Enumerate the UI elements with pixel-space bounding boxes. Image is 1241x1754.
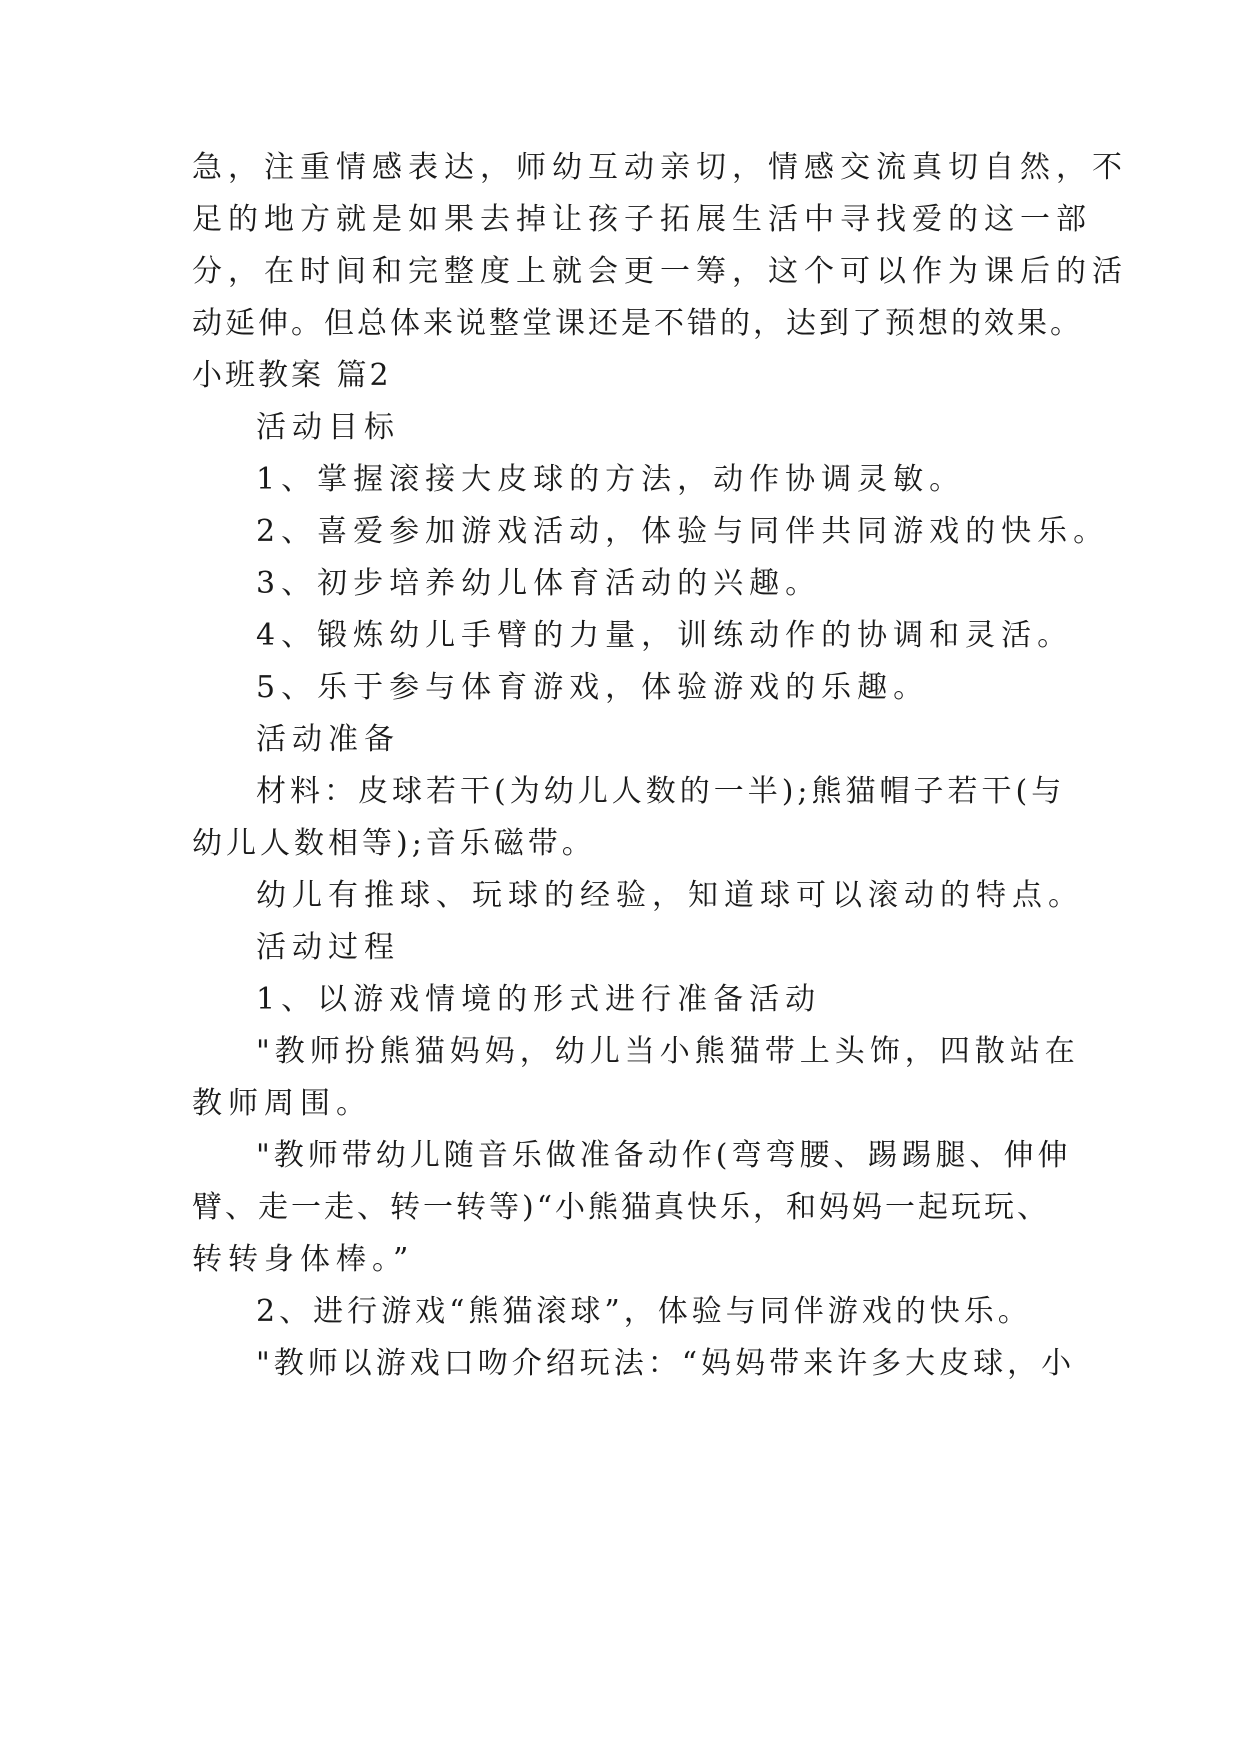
- process-step-1: 1、以游戏情境的形式进行准备活动: [256, 982, 822, 1017]
- continuation-line-4: 动延伸。但总体来说整堂课还是不错的，达到了预想的效果。: [192, 306, 1083, 341]
- prep-materials-line-2: 幼儿人数相等);音乐磁带。: [192, 826, 596, 861]
- goal-item-3: 3、初步培养幼儿体育活动的兴趣。: [256, 566, 822, 601]
- prep-heading: 活动准备: [256, 722, 400, 757]
- goal-item-4: 4、锻炼幼儿手臂的力量，训练动作的协调和灵活。: [256, 618, 1074, 653]
- process-paragraph-2-line-2: 臂、走一走、转一转等)“小熊猫真快乐，和妈妈一起玩玩、: [192, 1190, 1051, 1225]
- continuation-line-1: 急，注重情感表达，师幼互动亲切，情感交流真切自然，不: [192, 150, 1128, 185]
- prep-materials-line-1: 材料：皮球若干(为幼儿人数的一半);熊猫帽子若干(与: [256, 774, 1066, 809]
- section-title: 小班教案 篇2: [192, 358, 392, 393]
- process-heading: 活动过程: [256, 930, 400, 965]
- goals-heading: 活动目标: [256, 410, 400, 445]
- continuation-line-2: 足的地方就是如果去掉让孩子拓展生活中寻找爱的这一部: [192, 202, 1092, 237]
- goal-item-1: 1、掌握滚接大皮球的方法，动作协调灵敏。: [256, 462, 966, 497]
- goal-item-5: 5、乐于参与体育游戏，体验游戏的乐趣。: [256, 670, 930, 705]
- process-paragraph-1-line-2: 教师周围。: [192, 1086, 372, 1121]
- continuation-line-3: 分，在时间和完整度上就会更一筹，这个可以作为课后的活: [192, 254, 1128, 289]
- process-step-2: 2、进行游戏“熊猫滚球”，体验与同伴游戏的快乐。: [256, 1294, 1032, 1329]
- goal-item-2: 2、喜爱参加游戏活动，体验与同伴共同游戏的快乐。: [256, 514, 1110, 549]
- process-paragraph-3-line-1: "教师以游戏口吻介绍玩法：“妈妈带来许多大皮球，小: [256, 1346, 1076, 1381]
- prep-experience: 幼儿有推球、玩球的经验，知道球可以滚动的特点。: [256, 878, 1084, 913]
- process-paragraph-2-line-3: 转转身体棒。”: [192, 1242, 415, 1277]
- process-paragraph-1-line-1: "教师扮熊猫妈妈，幼儿当小熊猫带上头饰，四散站在: [256, 1034, 1080, 1069]
- process-paragraph-2-line-1: "教师带幼儿随音乐做准备动作(弯弯腰、踢踢腿、伸伸: [256, 1138, 1072, 1173]
